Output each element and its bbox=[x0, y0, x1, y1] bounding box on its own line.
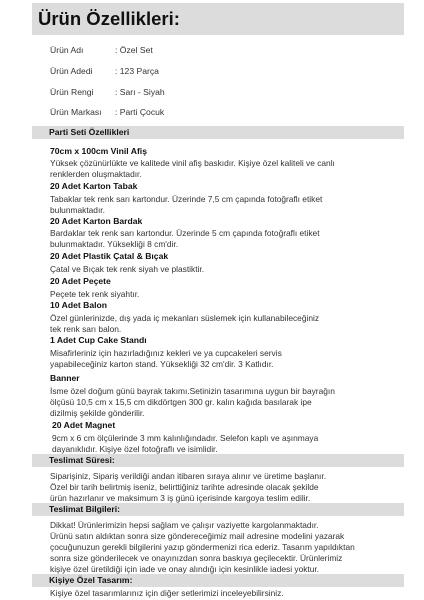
item-text: yapabileceğiniz karton stand. Yüksekliği 32 cm'dir. 3 Katlıdır. bbox=[50, 359, 274, 369]
info-text: Ürünü satın aldıktan sonra size göndereceğimiz mail adresine modelini yazarak bbox=[50, 531, 345, 541]
item-text: Misafirleriniz için hazırladığınız kekleri ve ya cupcakeleri servis bbox=[50, 348, 282, 358]
item-text: dayanıklıdır. Kişiye özel fotoğraflı ve isimlidir. bbox=[52, 444, 218, 454]
spec-key: Ürün Rengi bbox=[50, 87, 94, 97]
spec-value: : Sarı - Siyah bbox=[115, 87, 165, 97]
item-text: Özel günlerinizde, dış yada iç mekanları süslemek için kullanabileceğiniz bbox=[50, 313, 320, 323]
item-text: İsme özel doğum günü bayrak takımı.Setinizin tasarımına uygun bir bayrağın bbox=[50, 386, 335, 396]
section-header-features bbox=[32, 126, 404, 139]
item-text: bulunmaktadır. Yüksekliği 8 cm'dir. bbox=[50, 239, 179, 249]
item-heading: 20 Adet Karton Tabak bbox=[50, 181, 138, 191]
custom-text: Kişiye özel tasarımlarınız için diğer setlerimizi inceleyebilirsiniz. bbox=[50, 588, 284, 598]
item-heading: 20 Adet Karton Bardak bbox=[50, 216, 143, 226]
item-text: Bardaklar tek renk sarı kartondur. Üzerinde 5 cm çapında fotoğraflı etiket bbox=[50, 228, 320, 238]
spec-key: Ürün Markası bbox=[50, 107, 102, 117]
info-text: çocuğunuzun gerekli bilgilerini yazıp göndermenizi rica ederiz. Tasarım yapıldıktan bbox=[50, 542, 355, 552]
info-text: sonra size gönderilecek ve onayınızdan sonra baskıya geçilecektir. Ürünlerimiz bbox=[50, 553, 343, 563]
section-title: Teslimat Bilgileri: bbox=[49, 504, 120, 514]
section-header-info bbox=[32, 503, 404, 516]
spec-value: : Özel Set bbox=[115, 45, 153, 55]
item-text: bulunmaktadır. bbox=[50, 205, 105, 215]
delivery-text: Özel bir tarih belirtmiş iseniz, belirttiğiniz tarihte adresinde olacak şekilde bbox=[50, 482, 319, 492]
item-text: dizilmiş şekilde gönderilir. bbox=[50, 408, 145, 418]
item-heading: 20 Adet Plastik Çatal & Bıçak bbox=[50, 251, 169, 261]
spec-key: Ürün Adı bbox=[50, 45, 84, 55]
item-text: Çatal ve Bıçak tek renk siyah ve plastiktir. bbox=[50, 264, 205, 274]
section-header-delivery bbox=[32, 454, 404, 467]
item-text: ölçüsü 10,5 cm x 15,5 cm dikdörtgen 300 gr. kalın kağıda basılarak ipe bbox=[50, 397, 312, 407]
item-heading: 70cm x 100cm Vinil Afiş bbox=[50, 146, 147, 156]
item-text: Tabaklar tek renk sarı kartondur. Üzerinde 7,5 cm çapında fotoğraflı etiket bbox=[50, 194, 323, 204]
page-title: Ürün Özellikleri: bbox=[38, 8, 180, 29]
item-heading: Banner bbox=[50, 373, 80, 383]
delivery-text: ürün hazırlanır ve maksimum 3 iş günü içerisinde kargoya teslim edilir. bbox=[50, 493, 311, 503]
item-text: 9cm x 6 cm ölçülerinde 3 mm kalınlığındadır. Selefon kaplı ve aşınmaya bbox=[52, 433, 319, 443]
item-text: renklerden oluşmaktadır. bbox=[50, 169, 142, 179]
item-text: Yüksek çözünürlükte ve kalitede vinil afiş baskıdır. Kişiye özel kaliteli ve canlı bbox=[50, 158, 335, 168]
delivery-text: Siparişiniz, Sipariş verildiği andan itibaren sıraya alınır ve üretime başlanır. bbox=[50, 471, 327, 481]
section-title: Teslimat Süresi: bbox=[49, 455, 115, 465]
item-heading: 10 Adet Balon bbox=[50, 300, 107, 310]
item-text: tek renk sarı balon. bbox=[50, 324, 122, 334]
item-heading: 20 Adet Peçete bbox=[50, 276, 111, 286]
section-title: Kişiye Özel Tasarım: bbox=[49, 575, 133, 585]
section-header-custom bbox=[32, 574, 404, 587]
info-text: kişiye özel üretildiği için iade ve onay alındığı için kesinlikle iadesi yoktur. bbox=[50, 564, 320, 574]
info-text: Dikkat! Ürünlerimizin hepsi sağlam ve çalışır vaziyette kargolanmaktadır. bbox=[50, 520, 319, 530]
title-bar bbox=[32, 3, 404, 35]
item-heading: 1 Adet Cup Cake Standı bbox=[50, 335, 147, 345]
item-text: Peçete tek renk siyahtır. bbox=[50, 289, 140, 299]
section-title: Parti Seti Özellikleri bbox=[49, 127, 130, 137]
spec-key: Ürün Adedi bbox=[50, 66, 93, 76]
spec-value: : 123 Parça bbox=[115, 66, 159, 76]
item-heading: 20 Adet Magnet bbox=[52, 420, 116, 430]
spec-value: : Parti Çocuk bbox=[115, 107, 165, 117]
